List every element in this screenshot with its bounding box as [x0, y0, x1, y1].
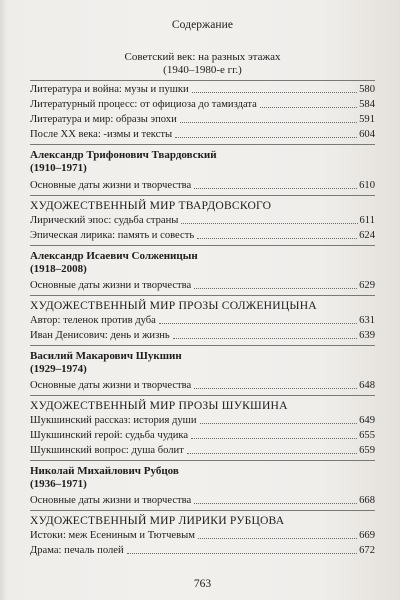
- divider: [30, 245, 375, 246]
- author-heading: [30, 250, 375, 276]
- toc-entry[interactable]: Иван Денисович: день и жизнь 639: [30, 330, 375, 341]
- author-years: (1929–1974): [30, 363, 87, 375]
- section-heading: ХУДОЖЕСТВЕННЫЙ МИР ПРОЗЫ ШУКШИНА: [30, 399, 288, 412]
- section-heading: ХУДОЖЕСТВЕННЫЙ МИР ЛИРИКИ РУБЦОВА: [30, 514, 285, 527]
- author-years: (1918–2008): [30, 263, 87, 275]
- author-heading: [30, 149, 375, 175]
- toc-entry[interactable]: Драма: печаль полей 672: [30, 545, 375, 556]
- section-heading: ХУДОЖЕСТВЕННЫЙ МИР ПРОЗЫ СОЛЖЕНИЦЫНА: [30, 299, 317, 312]
- divider: [30, 144, 375, 145]
- page-number: 763: [193, 578, 212, 590]
- toc-entry[interactable]: Литературный процесс: от официоза до тамиздата 584: [30, 99, 375, 110]
- divider: [30, 80, 375, 81]
- running-title: Содержание: [171, 19, 234, 31]
- divider: [30, 460, 375, 461]
- section-heading: ХУДОЖЕСТВЕННЫЙ МИР ТВАРДОВСКОГО: [30, 199, 272, 212]
- author-name: Николай Михайлович Рубцов: [30, 465, 179, 477]
- author-name: Василий Макарович Шукшин: [30, 350, 182, 362]
- author-name: Александр Исаевич Солженицын: [30, 250, 198, 262]
- divider: [30, 195, 375, 196]
- toc-entry[interactable]: Основные даты жизни и творчества 648: [30, 380, 375, 391]
- toc-entry[interactable]: Эпическая лирика: память и совесть 624: [30, 230, 375, 241]
- toc-entry[interactable]: Литература и мир: образы эпохи 591: [30, 114, 375, 125]
- toc-entry[interactable]: Лирический эпос: судьба страны 611: [30, 215, 375, 226]
- divider: [30, 345, 375, 346]
- part-title-line2: (1940–1980-е гг.): [163, 64, 242, 76]
- toc-entry[interactable]: Автор: теленок против дуба 631: [30, 315, 375, 326]
- toc-entry[interactable]: После XX века: -измы и тексты 604: [30, 129, 375, 140]
- author-years: (1910–1971): [30, 162, 87, 174]
- part-title: [30, 51, 375, 77]
- author-heading: [30, 465, 375, 491]
- toc-entry[interactable]: Основные даты жизни и творчества 610: [30, 180, 375, 191]
- author-years: (1936–1971): [30, 478, 87, 490]
- divider: [30, 395, 375, 396]
- author-name: Александр Трифонович Твардовский: [30, 149, 217, 161]
- toc-entry[interactable]: Литература и война: музы и пушки 580: [30, 84, 375, 95]
- toc-entry[interactable]: Шукшинский герой: судьба чудика 655: [30, 430, 375, 441]
- divider: [30, 510, 375, 511]
- toc-entry[interactable]: Шукшинский рассказ: история души 649: [30, 415, 375, 426]
- toc-entry[interactable]: Шукшинский вопрос: душа болит 659: [30, 445, 375, 456]
- toc-entry[interactable]: Истоки: меж Есениным и Тютчевым 669: [30, 530, 375, 541]
- toc-entry[interactable]: Основные даты жизни и творчества 629: [30, 280, 375, 291]
- toc-entry[interactable]: Основные даты жизни и творчества 668: [30, 495, 375, 506]
- divider: [30, 295, 375, 296]
- author-heading: [30, 350, 375, 376]
- part-title-line1: Советский век: на разных этажах: [124, 51, 281, 63]
